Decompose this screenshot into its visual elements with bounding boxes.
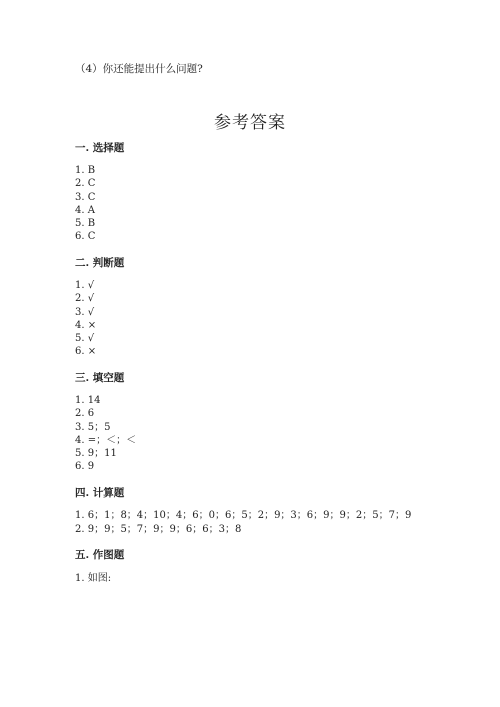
question-line: （4）你还能提出什么问题? (75, 63, 203, 75)
section-heading-choice: 一. 选择题 (75, 142, 125, 154)
answer-list-calc (75, 509, 411, 536)
answer-item: 6. 9 (75, 461, 95, 473)
answer-item: 4. A (75, 204, 95, 216)
answer-item: 5. B (75, 218, 96, 230)
answer-item: 6. × (75, 346, 97, 358)
answer-item: 4. =；＜；＜ (75, 434, 137, 446)
answer-item: 3. C (75, 191, 96, 203)
answer-item: 6. C (75, 231, 96, 243)
answer-item: 4. × (75, 319, 97, 331)
answer-item: 1. √ (75, 280, 95, 291)
answer-item: 3. √ (75, 306, 95, 318)
answer-item: 2. 6 (75, 408, 95, 420)
answer-item: 5. √ (75, 333, 95, 345)
answer-list-draw (75, 572, 111, 585)
answer-item: 2. C (75, 178, 96, 190)
answer-item: 5. 9；11 (75, 448, 117, 460)
answer-item: 1. 如图: (75, 573, 112, 584)
answer-item: 2. √ (75, 293, 95, 305)
answer-item: 1. 14 (75, 395, 101, 406)
answer-item: 1. 6；1；8；4；10；4；6；0；6；5；2；9；3；6；9；9；2；5；7；9 (75, 510, 412, 521)
answer-item: 2. 9；9；5；7；9；9；6；6；3；8 (75, 523, 242, 535)
section-heading-fill: 三. 填空题 (75, 372, 125, 384)
section-heading-draw: 五. 作图题 (75, 549, 125, 561)
section-heading-calc: 四. 计算题 (75, 487, 125, 499)
answer-list-fill (75, 394, 136, 474)
answer-key-title: 参考答案 (214, 113, 286, 133)
answer-list-choice (75, 164, 95, 244)
section-heading-judge: 二. 判断题 (75, 257, 125, 269)
answer-item: 1. B (75, 165, 96, 176)
answer-item: 3. 5；5 (75, 421, 111, 433)
answer-list-judge (75, 279, 96, 359)
